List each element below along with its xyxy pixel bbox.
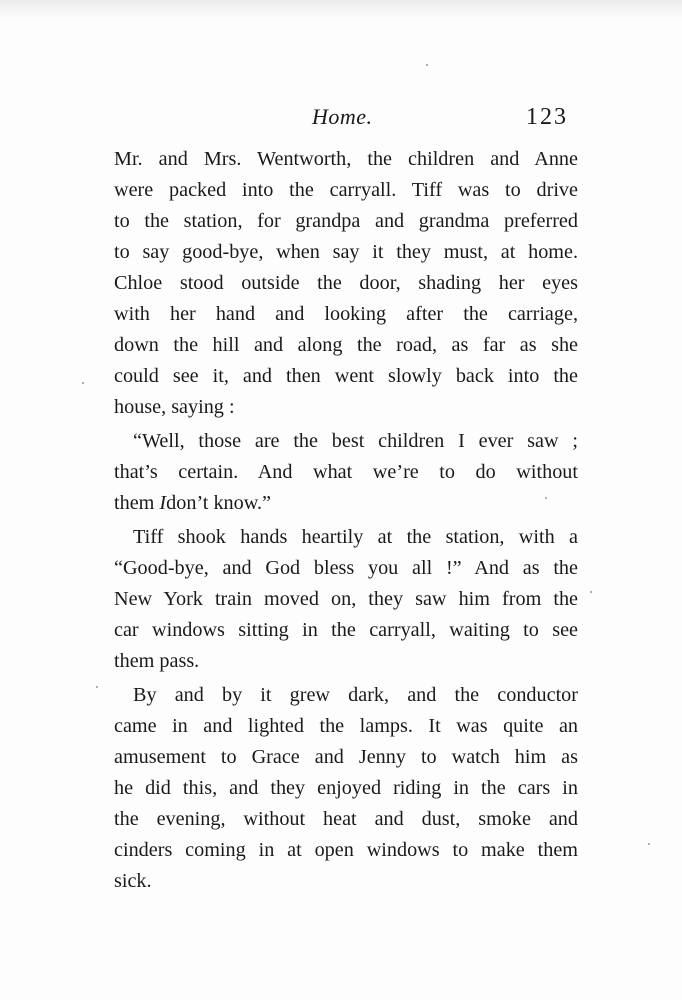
text-fragment: them	[114, 492, 155, 514]
emphasized-word: I	[159, 492, 167, 514]
paper-speck	[590, 591, 592, 593]
text-line	[114, 488, 578, 519]
text-line: cinders coming in at open windows to make them	[114, 839, 578, 861]
running-head	[0, 104, 682, 134]
text-line: sick.	[114, 870, 152, 892]
text-line: By and by it grew dark, and the conductor	[133, 684, 578, 706]
text-line: down the hill and along the road, as far as she	[114, 334, 578, 356]
text-line: New York train moved on, they saw him from the	[114, 588, 578, 610]
text-line: “Good-bye, and God bless you all !” And as the	[114, 557, 578, 579]
paper-speck	[426, 64, 428, 66]
text-line: to say good-bye, when say it they must, at home.	[114, 241, 578, 263]
text-line: Chloe stood outside the door, shading her eyes	[114, 272, 578, 294]
running-title: Home.	[312, 104, 373, 129]
text-line: them pass.	[114, 650, 200, 672]
page-top-edge-shadow	[0, 0, 682, 22]
text-line: came in and lighted the lamps. It was quite an	[114, 715, 578, 737]
text-fragment: don’t know.”	[166, 492, 272, 514]
paper-speck	[96, 686, 98, 688]
paper-speck	[82, 382, 84, 384]
text-line: the evening, without heat and dust, smoke and	[114, 808, 578, 830]
text-line: Mr. and Mrs. Wentworth, the children and Anne	[114, 148, 578, 170]
paper-speck	[648, 843, 650, 845]
text-line: with her hand and looking after the carriage,	[114, 303, 578, 325]
paper-speck	[545, 497, 547, 499]
text-line: that’s certain. And what we’re to do without	[114, 461, 578, 483]
text-line: Tiff shook hands heartily at the station, with a	[133, 526, 578, 548]
text-line: amusement to Grace and Jenny to watch him as	[114, 746, 578, 768]
text-line: he did this, and they enjoyed riding in the cars in	[114, 777, 578, 799]
page-number: 123	[526, 104, 568, 130]
text-line: car windows sitting in the carryall, waiting to see	[114, 619, 578, 641]
text-line: could see it, and then went slowly back into the	[114, 365, 578, 387]
text-line: “Well, those are the best children I ever saw ;	[133, 430, 578, 452]
text-line: house, saying :	[114, 396, 235, 418]
body-text	[114, 144, 578, 897]
text-line: to the station, for grandpa and grandma preferred	[114, 210, 578, 232]
text-line: were packed into the carryall. Tiff was to drive	[114, 179, 578, 201]
